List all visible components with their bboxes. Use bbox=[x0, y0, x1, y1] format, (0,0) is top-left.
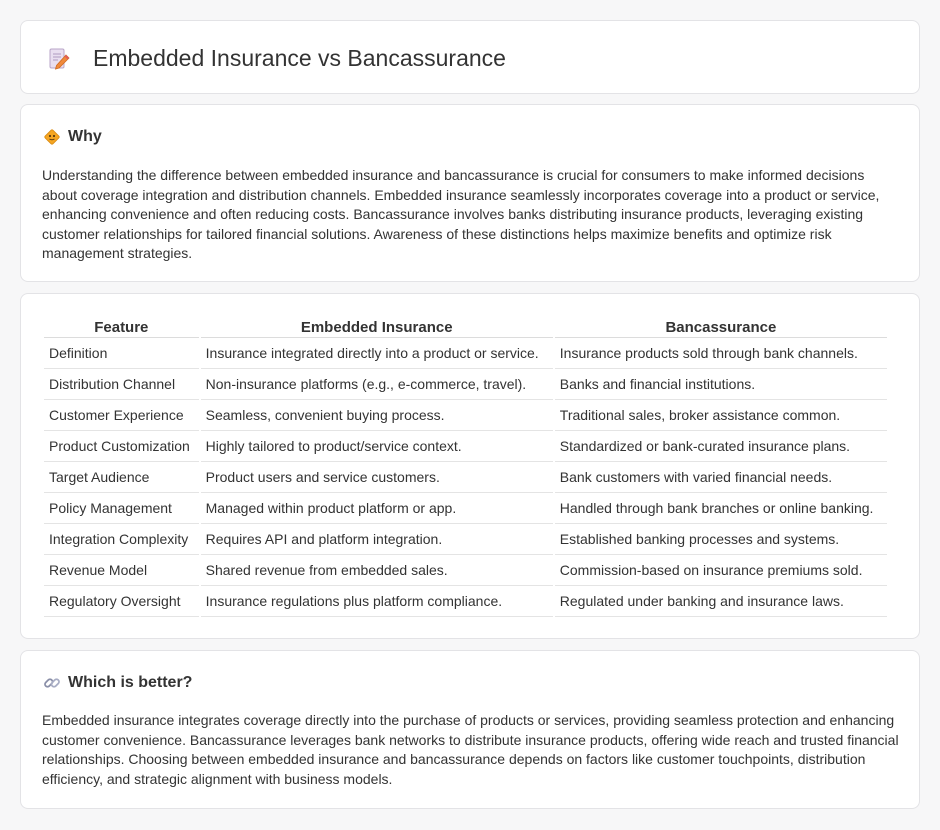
bancassurance-cell: Bank customers with varied financial needs. bbox=[555, 462, 887, 493]
table-row bbox=[44, 462, 887, 493]
table-row bbox=[44, 400, 887, 431]
table-row bbox=[44, 369, 887, 400]
table-row bbox=[44, 555, 887, 586]
feature-cell: Regulatory Oversight bbox=[44, 586, 199, 617]
embedded-cell: Requires API and platform integration. bbox=[201, 524, 553, 555]
feature-cell: Policy Management bbox=[44, 493, 199, 524]
embedded-cell: Highly tailored to product/service context. bbox=[201, 431, 553, 462]
title-card bbox=[20, 20, 920, 94]
comparison-table bbox=[42, 318, 889, 617]
which-is-better-card bbox=[20, 650, 920, 809]
bancassurance-cell: Regulated under banking and insurance laws. bbox=[555, 586, 887, 617]
bancassurance-cell: Handled through bank branches or online banking. bbox=[555, 493, 887, 524]
table-row bbox=[44, 493, 887, 524]
bancassurance-cell: Banks and financial institutions. bbox=[555, 369, 887, 400]
feature-cell: Target Audience bbox=[44, 462, 199, 493]
bancassurance-cell: Commission-based on insurance premiums sold. bbox=[555, 555, 887, 586]
better-header bbox=[43, 674, 192, 692]
bancassurance-cell: Traditional sales, broker assistance common. bbox=[555, 400, 887, 431]
table-row bbox=[44, 338, 887, 369]
embedded-cell: Managed within product platform or app. bbox=[201, 493, 553, 524]
feature-cell: Customer Experience bbox=[44, 400, 199, 431]
why-card bbox=[20, 104, 920, 282]
feature-cell: Definition bbox=[44, 338, 199, 369]
feature-cell: Distribution Channel bbox=[44, 369, 199, 400]
table-row bbox=[44, 524, 887, 555]
feature-cell: Revenue Model bbox=[44, 555, 199, 586]
header-feature: Feature bbox=[44, 318, 199, 338]
link-icon bbox=[43, 674, 61, 692]
embedded-cell: Product users and service customers. bbox=[201, 462, 553, 493]
embedded-cell: Insurance regulations plus platform compliance. bbox=[201, 586, 553, 617]
better-heading: Which is better? bbox=[68, 674, 193, 691]
why-header bbox=[43, 128, 102, 146]
document-pencil-icon bbox=[47, 47, 71, 71]
why-body: Understanding the difference between embedded insurance and bancassurance is crucial for consumers to make informed decisions about coverage integration and distribution channels. Embedded insurance seamlessly incorporates coverage into a product or service, enhancing convenience and often reducing costs. Bancassurance involves banks distributing insurance products, leveraging existing customer relationships for tailored financial solutions. Awareness of these distinctions helps maximize benefits and optimize risk management strategies. bbox=[42, 167, 880, 262]
table-row bbox=[44, 431, 887, 462]
title-row bbox=[47, 45, 506, 72]
table-header-row bbox=[44, 318, 887, 338]
embedded-cell: Non-insurance platforms (e.g., e-commerce, travel). bbox=[201, 369, 553, 400]
why-heading: Why bbox=[68, 128, 102, 145]
header-bancassurance: Bancassurance bbox=[555, 318, 887, 338]
feature-cell: Integration Complexity bbox=[44, 524, 199, 555]
page-title: Embedded Insurance vs Bancassurance bbox=[93, 45, 506, 71]
feature-cell: Product Customization bbox=[44, 431, 199, 462]
bancassurance-cell: Established banking processes and systems. bbox=[555, 524, 887, 555]
bancassurance-cell: Insurance products sold through bank channels. bbox=[555, 338, 887, 369]
comparison-card bbox=[20, 293, 920, 639]
embedded-cell: Seamless, convenient buying process. bbox=[201, 400, 553, 431]
header-embedded-insurance: Embedded Insurance bbox=[201, 318, 553, 338]
table-row bbox=[44, 586, 887, 617]
embedded-cell: Insurance integrated directly into a product or service. bbox=[201, 338, 553, 369]
diamond-warning-icon bbox=[43, 128, 61, 146]
bancassurance-cell: Standardized or bank-curated insurance plans. bbox=[555, 431, 887, 462]
embedded-cell: Shared revenue from embedded sales. bbox=[201, 555, 553, 586]
better-body: Embedded insurance integrates coverage directly into the purchase of products or services, providing seamless protection and enhancing customer convenience. Bancassurance leverages bank networks to distribute insurance products, offering wide reach and trusted financial relationships. Choosing between embedded insurance and bancassurance depends on factors like customer touchpoints, distribution efficiency, and strategic alignment with business models. bbox=[42, 712, 899, 787]
